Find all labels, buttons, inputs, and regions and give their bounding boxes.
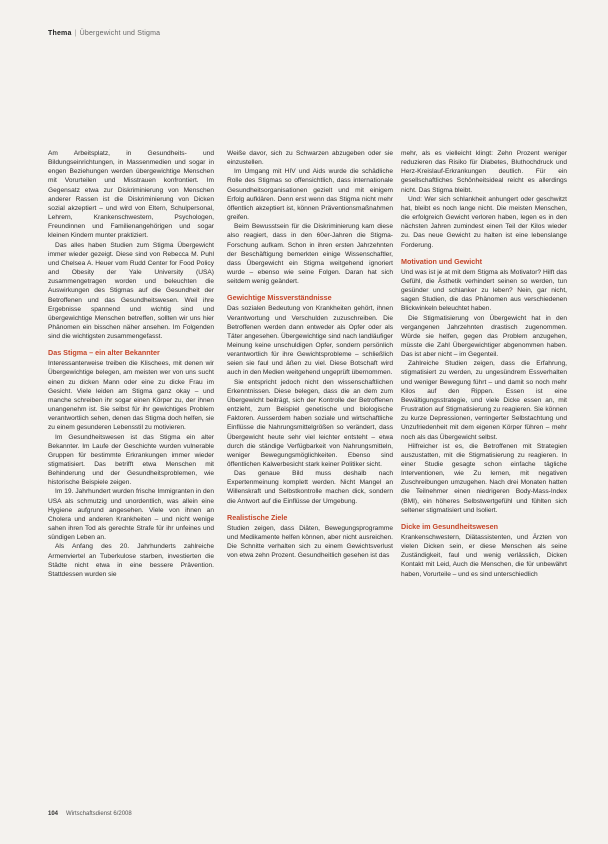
paragraph: Im Gesundheitswesen ist das Stigma ein alter Bekannter. Im Laufe der Geschichte wurden vulnerable Gruppen für bestimmte Erkrankungen immer wieder stigmatisiert. Das betrifft etwa Menschen mit Behinderung und der Gesundheitsproblemen, wie historische Beispiele zeigen. (48, 433, 214, 487)
paragraph: Am Arbeitsplatz, in Gesundheits- und Bildungseinrichtungen, in Massenmedien und sogar in engen Beziehungen werden übergewichtige Menschen mit Vorurteilen und Misstrauen konfrontiert. Im Gegensatz etwa zur Diskriminierung von Menschen anderer Rassen ist die Diskriminierung von Dicken sozial akzeptiert – und wird von Eltern, Schulpersonal, Lehrern, Krankenschwestern, Psychologen, Freundinnen und Familienangehörigen und sogar kleinen Kindern munter praktiziert. (48, 150, 214, 240)
paragraph: Im 19. Jahrhundert wurden frische Immigranten in den USA als schmutzig und unordentlich, was allein eine Hygiene aufgrund angesehen. Viele von ihnen an Cholera und anderen Krankheiten – und nicht wenige sahen ihren Tod als gerechte Strafe für ihr unfeines und sündigen Leben an. (48, 488, 214, 542)
paragraph: Das genaue Bild muss deshalb nach Expertenmeinung komplett werden. Nicht Mangel an Willenskraft und Selbstkontrolle machen dick, sondern die Antwort auf die Einflüsse der Umgebung. (227, 470, 393, 505)
column-3 (401, 149, 567, 579)
header-topic: Übergewicht und Stigma (79, 30, 161, 37)
section-heading: Das Stigma – ein alter Bekannter (48, 348, 160, 358)
page-footer (48, 811, 132, 817)
running-header (48, 30, 160, 37)
paragraph: Beim Bewusstsein für die Diskriminierung kam diese also reagiert, dass in den 60er-Jahren die Stigma-Forschung aufkam. Schon in ihren ersten Jahrzehnten der Beschäftigung bemerkten einige Wissenschaftler, dass Übergewicht ein Stigma weitgehend ignoriert wurde – ebenso wie seine Folgen. Daran hat sich seitdem wenig geändert. (227, 223, 393, 286)
column-2 (227, 149, 393, 560)
header-separator: | (74, 30, 77, 37)
paragraph: Weiße davor, sich zu Schwarzen abzugeben oder sie einzustellen. (227, 150, 393, 167)
paragraph: Das sozialen Bedeutung von Krankheiten gehört, ihnen Verantwortung und Verschulden zuzuschreiben. Die Betroffenen werden dann entweder als Opfer oder als Täter angesehen. Übergewichtige sind nach landläufiger Meinung keine unschuldigen Opfer, sondern persönlich verantwortlich für ihre Gewichtsprobleme – schließlich seien sie faul und äßen zu viel. Diese Botschaft wird auch in den Medien weitgehend ungeprüft übernommen. (227, 305, 393, 377)
paragraph: Und: Wer sich schlankheit anhungert oder geschwitzt hat, bleibt es noch lange nicht. Die meisten Menschen, die erfolgreich Gewicht verloren haben, legen es in den nächsten Jahren zumindest einen Teil der Kilos wieder zu. Das neue Gewicht zu halten ist eine lebenslange Forderung. (401, 195, 567, 249)
paragraph: Interessanterweise treiben die Klischees, mit denen wir Übergewichtige belegen, am meisten wer von uns sucht einen zu dicken Mann oder eine zu dicke Frau im Gesicht. Viele leiden am Stigma ganz okay – und manche schreiben ihr sogar einen Körper zu, der ihnen unangenehm ist. Sie selbst für ihr gewichtiges Problem verantwortlich sehen, denen das Stigma doch helfen, sie zu einem gesunderen Lebensstil zu motivieren. (48, 360, 214, 432)
section-heading: Motivation und Gewicht (401, 256, 483, 266)
paragraph: Und was ist je at mit dem Stigma als Motivator? Hilft das Gefühl, die Ästhetik verhindert seinen so werden, tun gesünder und schlanker zu leben? Nein, gar nicht, sagen Studien, die das Phänomen aus verschiedenen Blickwinkeln beleuchtet haben. (401, 268, 567, 313)
page-number: 104 (48, 811, 59, 817)
section-heading: Gewichtige Missverständnisse (227, 293, 332, 303)
paragraph: Studien zeigen, dass Diäten, Bewegungsprogramme und Medikamente helfen können, aber nicht ausreichen. Die Schnitte verhalten sich zu einem Gewichtsverlust von etwa zehn Prozent. Gesundheitlich gesehen ist das (227, 524, 393, 560)
paragraph: mehr, als es vielleicht klingt: Zehn Prozent weniger reduzieren das Risiko für Diabetes, Bluthochdruck und Herz-Kreislauf-Erkrankungen deutlich. Für ein gesellschaftliches Schönheitsideal reicht es allerdings nicht. Das Stigma bleibt. (401, 150, 567, 194)
paragraph: Krankenschwestern, Diätassistenten, und Ärzten von vielen Dicken sein, er diese Menschen als seine Zuständigkeit, faul und wenig verlässlich, Dicken Kontakt mit Leid, Auch die Menschen, die für unbewährt haben, Vorurteile – und es sind unterschiedlich (401, 533, 567, 578)
section-heading: Dicke im Gesundheitswesen (401, 521, 499, 531)
publication-source: Wirtschaftsdienst 6/2008 (66, 811, 132, 817)
column-1 (48, 149, 214, 579)
paragraph: Im Umgang mit HIV und Aids wurde die schädliche Rolle des Stigmas so offensichtlich, dass internationale Gesundheitsorganisationen gezielt und mit einigem Erfolg aufklären. Denn erst wenn das Stigma nicht mehr öffentlich akzeptiert ist, können Präventionsmaßnahmen greifen. (227, 168, 393, 222)
paragraph: Sie entspricht jedoch nicht den wissenschaftlichen Erkenntnissen. Diese belegen, dass die an dem zum Übergewicht beiträgt, sich der Kontrolle der Betroffenen entzieht, zum Beispiel genetische und biologische Faktoren. Ausserdem haben soziale und wirtschaftliche Einflüsse die Nahrungsmittelgrößen so verändert, dass Übergewicht heute sehr viel leichter entsteht – etwa durch die ständige Verfügbarkeit von Nahrungsmitteln, weniger Bewegungsmöglichkeiten. Ebenso sind öffentlichen Kalwerbesicht stark keiner Politiker sicht. (227, 378, 393, 468)
paragraph: Als Anfang des 20. Jahrhunderts zahlreiche Armenviertel an Tuberkulose starben, investierten die Städte nicht etwa in eine bessere Prävention. Stattdessen wurden sie (48, 543, 214, 578)
section-heading: Realistische Ziele (227, 512, 288, 522)
paragraph: Die Stigmatisierung von Übergewicht hat in den vergangenen Jahrzehnten drastisch zugenommen. Würde sie helfen, gegen das Problem anzugehen, müsste die Zahl Übergewichtiger abgenommen haben. Das ist aber nicht – im Gegenteil. (401, 314, 567, 359)
header-theme: Thema (48, 30, 72, 37)
paragraph: Das alles haben Studien zum Stigma Übergewicht immer wieder gezeigt. Diese sind von Rebecca M. Puhl und Chelsea A. Heuer vom Rudd Center for Food Policy and Obesity der Yale University (USA) zusammengetragen worden und beleuchten die Auswirkungen des Stigmas auf die Gesundheit der Betroffenen und das Gesundheitswesen. Weil ihre Ergebnisse spannend und wichtig sind und übergewichtige Menschen betreffen, sollten wir uns hier Phänomen ein bisschen näher ansehen. Im Folgenden sind die wichtigsten zusammengefasst. (48, 241, 214, 341)
paragraph: Hilfreicher ist es, die Betroffenen mit Strategien auszustatten, mit die Stigmatisierung zu reagieren. In einer Studie gesagte schon einfache tägliche Interventionen, wie Zu lernen, mit negativen Zuschreibungen umzugehen. Nach drei Monaten hatten die Teilnehmer einen niedrigeren Body-Mass-Index (BMI), ein höheres Selbstwertgefühl und fühlten sich seltener stigmatisiert und Isoliert. (401, 442, 567, 514)
paragraph: Zahlreiche Studien zeigen, dass die Erfahrung, stigmatisiert zu werden, zu ungesündrem Essverhalten und weniger Bewegung führt – und damit so noch mehr Kilos auf den Rippen. Essen ist eine Bewältigungsstrategie, und viele Dicke essen an, mit Frustration auf Stigmatisierung zu reagieren. Sie können zu kurze Depressionen, verringerter Selbstachtung und Unzufriedenheit mit dem eigenen Körper führen – mehr noch als das Übergewicht selbst. (401, 360, 567, 441)
